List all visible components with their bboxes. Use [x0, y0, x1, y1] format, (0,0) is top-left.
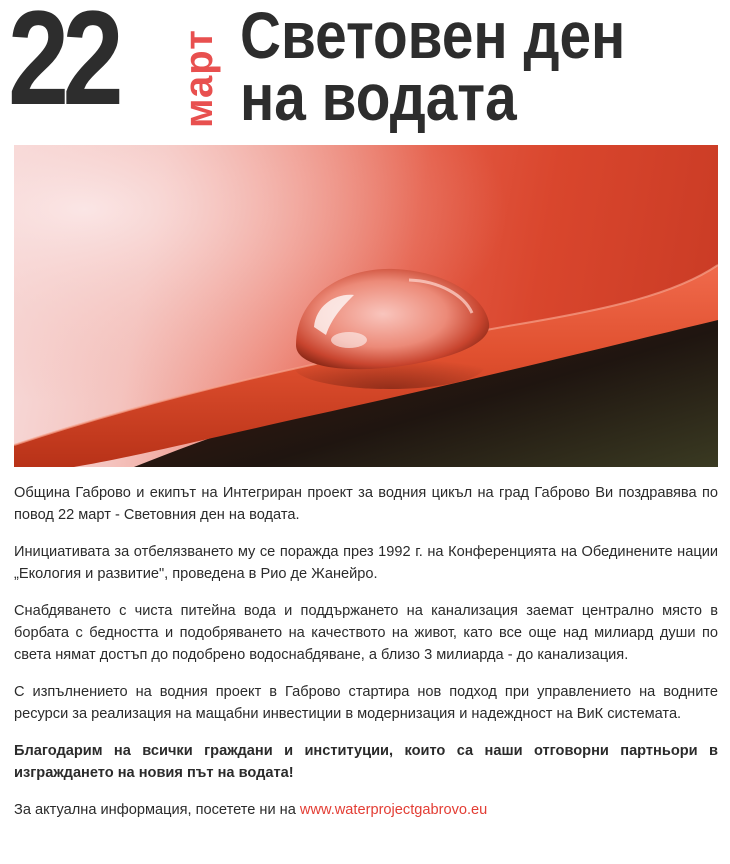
paragraph-history: Инициативата за отбелязването му се поражда през 1992 г. на Конференцията на Обединените нации „Екология и развитие", проведена в Рио де Жанейро. [14, 544, 718, 582]
paragraph-sanitation: Снабдяването с чиста питейна вода и поддържането на канализация заемат централно място в борбата с бедността и подобряването на качеството на живот, като все още над милиард души по света нямат достъп до подобрено водоснабдяване, а близо 3 милиарда - до канализация. [14, 603, 718, 663]
page-title [240, 0, 626, 134]
title-line-1: Световен ден [240, 0, 626, 72]
closing-thanks: Благодарим на всички граждани и институции, които са наши отговорни партньори в изграждането на новия път на водата! [14, 743, 718, 781]
paragraph-greeting: Община Габрово и екипът на Интегриран проект за водния цикъл на град Габрово Ви поздравява по повод 22 март - Световния ден на водата. [14, 485, 718, 523]
article-body [14, 482, 718, 821]
footer-line [14, 799, 718, 821]
header [0, 0, 730, 140]
title-line-2: на водата [240, 60, 517, 134]
water-drop-photo [14, 145, 718, 467]
website-link[interactable]: www.waterprojectgabrovo.eu [299, 802, 488, 818]
paragraph-project: С изпълнението на водния проект в Габрово стартира нов подход при управлението на водните ресурси за реализация на мащабни инвестиции в модернизация и надеждност на ВиК системата. [14, 684, 718, 722]
date-day: 22 [8, 0, 118, 133]
footer-text: За актуална информация, посетете ни на [14, 802, 300, 818]
date-month: март [177, 29, 221, 128]
water-drop-icon [14, 145, 718, 467]
